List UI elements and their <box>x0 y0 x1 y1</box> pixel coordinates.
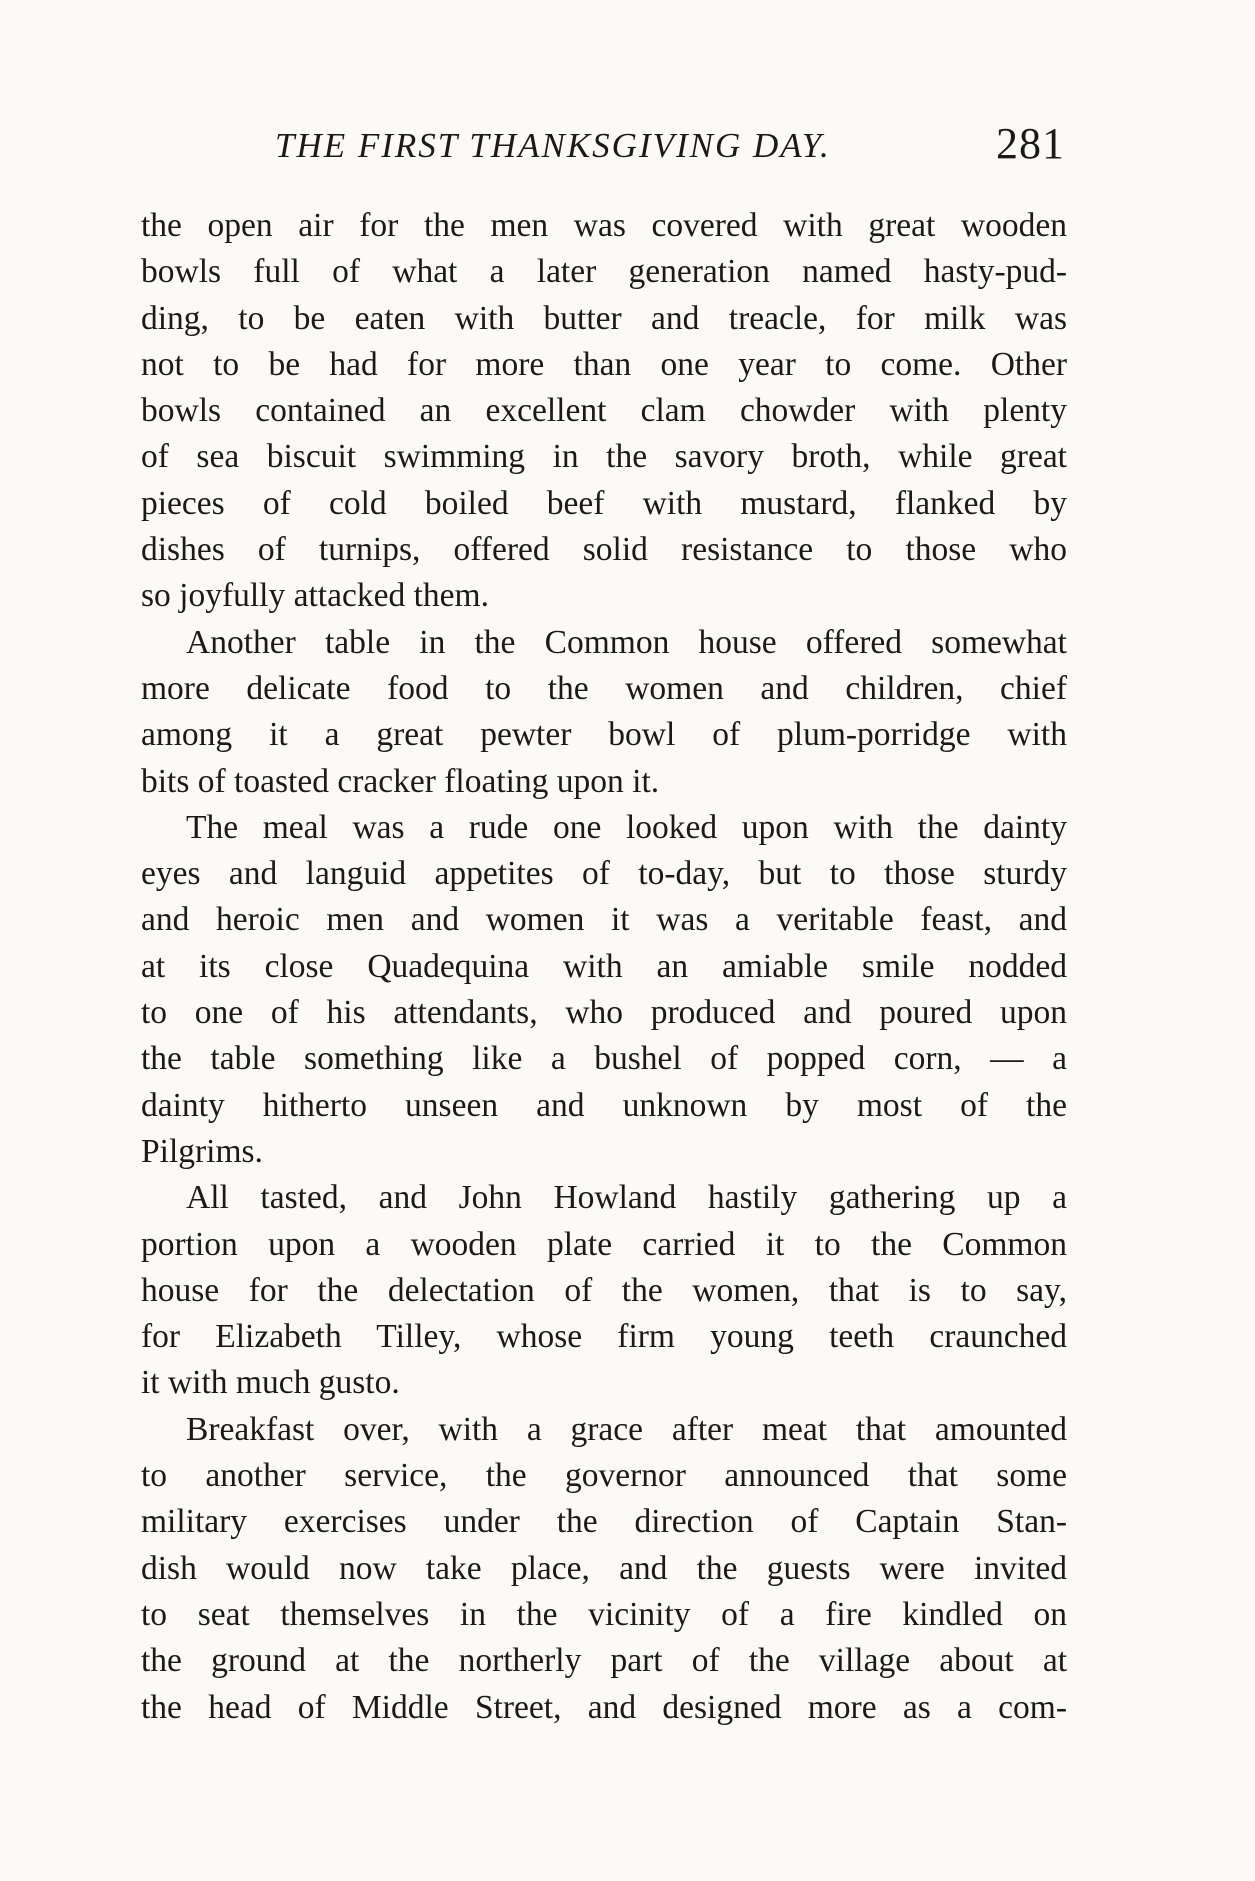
text-line: dainty hitherto unseen and unknown by most of the <box>141 1086 1067 1124</box>
text-line: at its close Quadequina with an amiable smile nodded <box>141 947 1067 985</box>
paragraph-1 <box>141 203 1067 620</box>
text-line: Another table in the Common house offered somewhat <box>186 623 1067 661</box>
text-line: so joyfully attacked them. <box>141 577 489 615</box>
text-line: house for the delectation of the women, that is to say, <box>141 1271 1067 1309</box>
running-head <box>140 118 1065 178</box>
page-number: 281 <box>996 119 1065 168</box>
text-line: The meal was a rude one looked upon with the dainty <box>186 808 1067 846</box>
text-line: the ground at the northerly part of the village about at <box>141 1642 1067 1680</box>
text-line: the head of Middle Street, and designed more as a com- <box>141 1688 1067 1726</box>
text-line: it with much gusto. <box>141 1364 400 1402</box>
text-line: All tasted, and John Howland hastily gathering up a <box>186 1179 1067 1217</box>
paragraph-3 <box>141 805 1067 1175</box>
text-line: ding, to be eaten with butter and treacle, for milk was <box>141 299 1067 337</box>
paragraph-2 <box>141 620 1067 805</box>
running-title: THE FIRST THANKSGIVING DAY. <box>275 126 831 165</box>
body-text <box>141 203 1067 1731</box>
text-line: bowls contained an excellent clam chowder with plenty <box>141 392 1067 430</box>
text-line: Breakfast over, with a grace after meat that amounted <box>186 1410 1067 1448</box>
paragraph-5 <box>141 1407 1067 1731</box>
text-line: Pilgrims. <box>141 1132 263 1170</box>
text-line: to one of his attendants, who produced and poured upon <box>141 994 1067 1032</box>
text-line: military exercises under the direction of Captain Stan- <box>141 1503 1067 1541</box>
text-line: for Elizabeth Tilley, whose firm young teeth craunched <box>141 1318 1067 1356</box>
paragraph-4 <box>141 1175 1067 1406</box>
text-line: eyes and languid appetites of to-day, but to those sturdy <box>141 855 1067 893</box>
text-line: among it a great pewter bowl of plum-porridge with <box>141 716 1067 754</box>
text-line: pieces of cold boiled beef with mustard, flanked by <box>141 484 1067 522</box>
text-line: portion upon a wooden plate carried it to the Common <box>141 1225 1067 1263</box>
text-line: the table something like a bushel of popped corn, — a <box>141 1040 1067 1078</box>
text-line: of sea biscuit swimming in the savory broth, while great <box>141 438 1067 476</box>
text-line: to seat themselves in the vicinity of a fire kindled on <box>141 1595 1067 1633</box>
text-line: dishes of turnips, offered solid resistance to those who <box>141 531 1067 569</box>
text-line: and heroic men and women it was a veritable feast, and <box>141 901 1067 939</box>
text-line: the open air for the men was covered with great wooden <box>141 207 1067 244</box>
text-line: bits of toasted cracker floating upon it. <box>141 762 660 800</box>
text-line: not to be had for more than one year to come. Other <box>141 345 1067 383</box>
text-line: to another service, the governor announced that some <box>141 1457 1067 1495</box>
text-line: bowls full of what a later generation named hasty-pud- <box>141 253 1067 291</box>
text-line: more delicate food to the women and children, chief <box>141 669 1067 707</box>
text-line: dish would now take place, and the guests were invited <box>141 1549 1067 1587</box>
